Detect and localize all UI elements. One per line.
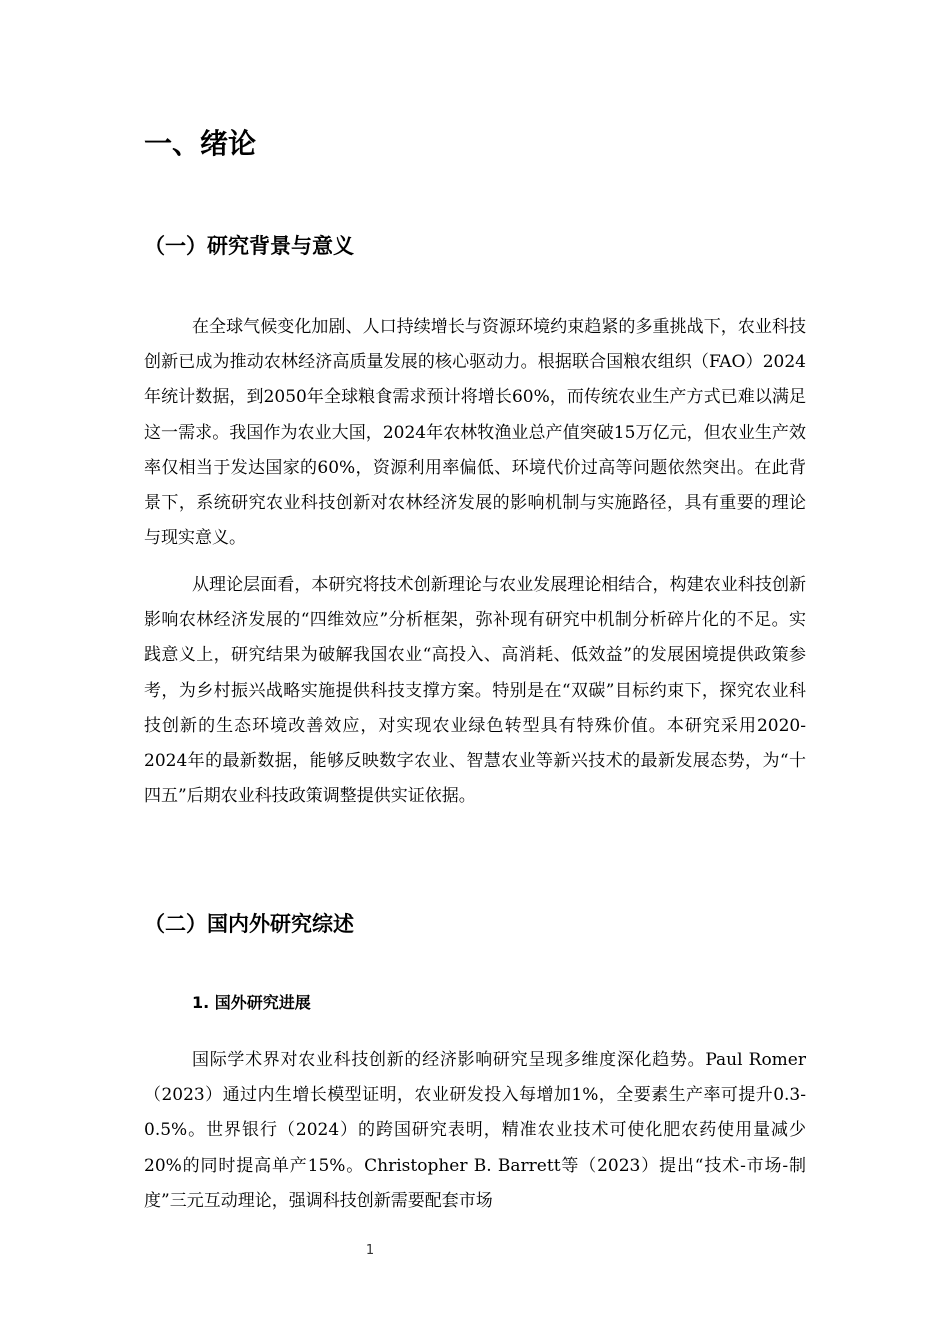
section-title-literature-review: （二）国内外研究综述: [144, 912, 354, 936]
paragraph-background: 在全球气候变化加剧、人口持续增长与资源环境约束趋紧的多重挑战下，农业科技创新已成为推动农林经济高质量发展的核心驱动力。根据联合国粮农组织（FAO）2024年统计数据，到2050年全球粮食需求预计将增长60%，而传统农业生产方式已难以满足这一需求。我国作为农业大国，2024年农林牧渔业总产值突破15万亿元，但农业生产效率仅相当于发达国家的60%，资源利用率偏低、环境代价过高等问题依然突出。在此背景下，系统研究农业科技创新对农林经济发展的影响机制与实施路径，具有重要的理论与现实意义。: [144, 317, 806, 549]
page-number: 1: [365, 1243, 375, 1258]
chapter-title: 一、绪论: [144, 127, 257, 160]
paragraph-significance: 从理论层面看，本研究将技术创新理论与农业发展理论相结合，构建农业科技创新影响农林经济发展的“四维效应”分析框架，弥补现有研究中机制分析碎片化的不足。实践意义上，研究结果为破解我国农业“高投入、高消耗、低效益”的发展困境提供政策参考，为乡村振兴战略实施提供科技支撑方案。特别是在“双碳”目标约束下，探究农业科技创新的生态环境改善效应，对实现农业绿色转型具有特殊价值。本研究采用2020-2024年的最新数据，能够反映数字农业、智慧农业等新兴技术的最新发展态势，为“十四五”后期农业科技政策调整提供实证依据。: [144, 575, 806, 807]
section-title-background: （一）研究背景与意义: [144, 234, 354, 258]
subsection-title-foreign-research: 1. 国外研究进展: [192, 993, 311, 1012]
paragraph-foreign-research: 国际学术界对农业科技创新的经济影响研究呈现多维度深化趋势。Paul Romer（2023）通过内生增长模型证明，农业研发投入每增加1%，全要素生产率可提升0.3-0.5%。世界银行（2024）的跨国研究表明，精准农业技术可使化肥农药使用量减少20%的同时提高单产15%。Christopher B. Barrett等（2023）提出“技术-市场-制度”三元互动理论，强调科技创新需要配套市场: [144, 1050, 806, 1211]
